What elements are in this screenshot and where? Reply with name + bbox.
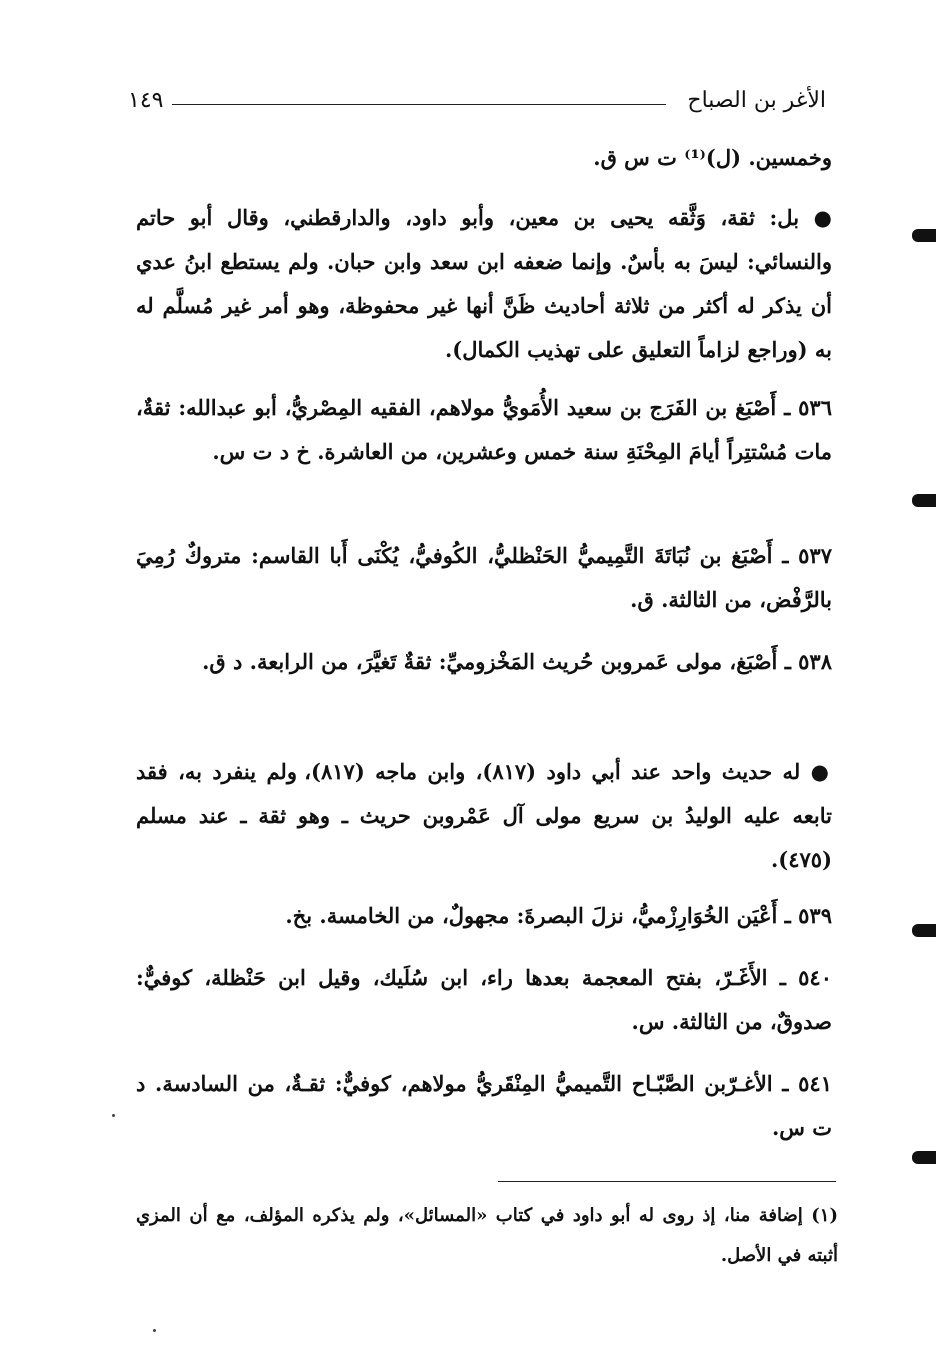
entry-541: ٥٤١ ـ الأغـرّبن الصَّبّـاح التَّميميُّ المِنْقَريُّ مولاهم، كوفيٌّ: ثقـةٌ، من السادسة. د ت س.	[136, 1071, 832, 1140]
running-header-title: الأغر بن الصباح	[687, 88, 826, 113]
binding-mark	[912, 924, 936, 937]
entry-538: ٥٣٨ ـ أَصْبَغ، مولى عَمروبن حُريث المَخْزوميِّ: ثقةٌ تَغيَّرَ، من الرابعة. د ق.	[202, 649, 832, 674]
binding-mark	[912, 1151, 936, 1164]
binding-mark	[912, 229, 936, 242]
footnote: (١) إضافة منا، إذ روى له أبو داود في كتاب «المسائل»، ولم يذكره المؤلف، مع أن المزي أثبته في الأصل.	[136, 1205, 838, 1266]
scan-speck	[112, 1114, 115, 1117]
binding-mark	[912, 494, 936, 507]
entry-536: ٥٣٦ ـ أَصْبَغ بن الفَرَج بن سعيد الأُمَويُّ مولاهم، الفقيه المِصْريُّ، أبو عبدالله: ثقةٌ، مات مُسْتتِراً أيامَ المِحْنَةِ سنة خمس وعشرين، من العاشرة. خ د ت س.	[136, 395, 832, 464]
entry-537: ٥٣٧ ـ أَصْبَغ بن نُبَاتَةَ التَّمِيميُّ الحَنْظليُّ، الكُوفيُّ، يُكْنَى أَبا القاسم: متروكٌ رُمِيَ بالرَّفْض، من الثالثة. ق.	[136, 543, 832, 612]
note-paragraph: ● له حديث واحد عند أبي داود (٨١٧)، وابن ماجه (٨١٧)، ولم ينفرد به، فقد تابعه عليه الوليدُ بن سريع مولى آل عَمْروبن حريث ـ وهو ثقة ـ عند مسلم (٤٧٥).	[136, 759, 832, 872]
continuation-line: وخمسين. (ل)⁽¹⁾ ت س ق.	[593, 145, 832, 170]
note-paragraph: ● بل: ثقة، وَثَّقه يحيى بن معين، وأبو داود، والدارقطني، وقال أبو حاتم والنسائي: ليسَ به بأسٌ. وإنما ضعفه ابن سعد وابن حبان. ولم يستطع ابنُ عدي أن يذكر له أكثر من ثلاثة أحاديث ظَنَّ أنها غير محفوظة، وهو أمر غير مُسلَّم له به (وراجع لزاماً التعليق على تهذيب الكمال).	[136, 205, 832, 362]
entry-540: ٥٤٠ ـ الأَغَـرّ، بفتح المعجمة بعدها راء، ابن سُلَيك، وقيل ابن حَنْظلة، كوفيٌّ: صدوقٌ، من الثالثة. س.	[136, 965, 832, 1034]
header-rule	[172, 104, 666, 105]
page-number: ١٤٩	[128, 88, 164, 113]
footnote-rule	[498, 1181, 836, 1182]
entry-539: ٥٣٩ ـ أَعْيَن الخُوَارِزْميُّ، نزلَ البصرةَ: مجهولٌ، من الخامسة. بخ.	[285, 903, 832, 928]
scan-speck	[153, 1329, 156, 1332]
